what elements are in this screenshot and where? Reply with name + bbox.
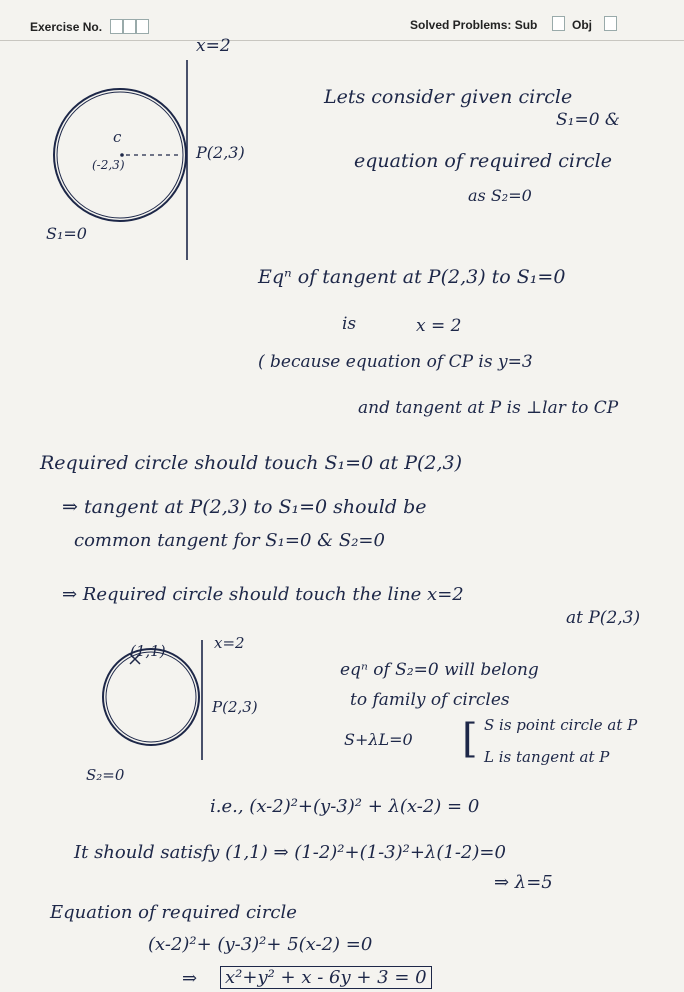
circle-s2 <box>103 649 199 745</box>
page-header <box>0 0 684 44</box>
text-line-23: (x-2)²+ (y-3)²+ 5(x-2) =0 <box>148 934 373 955</box>
text-line-8: and tangent at P is ⊥lar to CP <box>358 398 619 418</box>
text-line-6b: x = 2 <box>416 316 462 336</box>
text-line-11: common tangent for S₁=0 & S₂=0 <box>74 530 385 551</box>
text-line-12: ⇒ Required circle should touch the line x=2 <box>62 584 464 605</box>
fig2-tangent-label: x=2 <box>214 634 245 652</box>
fig1-center-label: c <box>113 128 122 146</box>
fig1-tangent-label: x=2 <box>196 36 231 56</box>
solved-problems-label: Solved Problems: Sub <box>410 18 538 32</box>
circle-s2-inner <box>106 652 196 742</box>
exercise-box-3 <box>136 19 149 34</box>
obj-label: Obj <box>572 18 592 32</box>
sub-checkbox <box>552 16 565 31</box>
text-line-20: It should satisfy (1,1) ⇒ (1-2)²+(1-3)²+λ(1-2)=0 <box>74 842 506 863</box>
text-line-10: ⇒ tangent at P(2,3) to S₁=0 should be <box>62 496 427 518</box>
text-line-16: S+λL=0 <box>344 730 413 749</box>
exercise-no-label: Exercise No. <box>30 20 103 34</box>
fig2-point-label: P(2,3) <box>212 698 258 716</box>
fig1-circle-label: S₁=0 <box>46 224 87 243</box>
text-line-14: eqⁿ of S₂=0 will belong <box>340 660 539 680</box>
text-line-5: Eqⁿ of tangent at P(2,3) to S₁=0 <box>258 266 566 288</box>
fig1-point-label: P(2,3) <box>196 143 245 162</box>
fig2-circle-label: S₂=0 <box>86 766 125 784</box>
text-line-24: x²+y² + x - 6y + 3 = 0 <box>220 966 432 989</box>
text-line-15: to family of circles <box>350 690 510 710</box>
text-line-21: ⇒ λ=5 <box>494 872 553 893</box>
text-line-17: S is point circle at P <box>484 716 638 734</box>
center-point <box>120 153 124 157</box>
text-line-13: at P(2,3) <box>566 608 641 628</box>
text-line-3: equation of required circle <box>354 150 613 172</box>
text-line-6a: is <box>342 314 357 334</box>
exercise-box-2 <box>123 19 136 34</box>
text-line-18: L is tangent at P <box>484 748 610 766</box>
text-line-9: Required circle should touch S₁=0 at P(2,3) <box>40 452 463 474</box>
header-rule <box>0 40 684 41</box>
fig1-center-coords: (-2,3) <box>92 158 125 172</box>
bracket: [ <box>462 716 478 762</box>
exercise-box-1 <box>110 19 123 34</box>
text-line-1: Lets consider given circle <box>324 86 573 108</box>
text-line-19: i.e., (x-2)²+(y-3)² + λ(x-2) = 0 <box>210 796 480 817</box>
text-line-2: S₁=0 & <box>556 110 621 130</box>
text-line-4: as S₂=0 <box>468 186 532 205</box>
text-line-22: Equation of required circle <box>50 902 297 923</box>
obj-checkbox <box>604 16 617 31</box>
text-line-7: ( because equation of CP is y=3 <box>258 352 533 372</box>
implies-arrow: ⇒ <box>182 968 198 989</box>
fig2-point-top: (1,1) <box>130 642 166 660</box>
circle-s1-inner <box>57 92 183 218</box>
